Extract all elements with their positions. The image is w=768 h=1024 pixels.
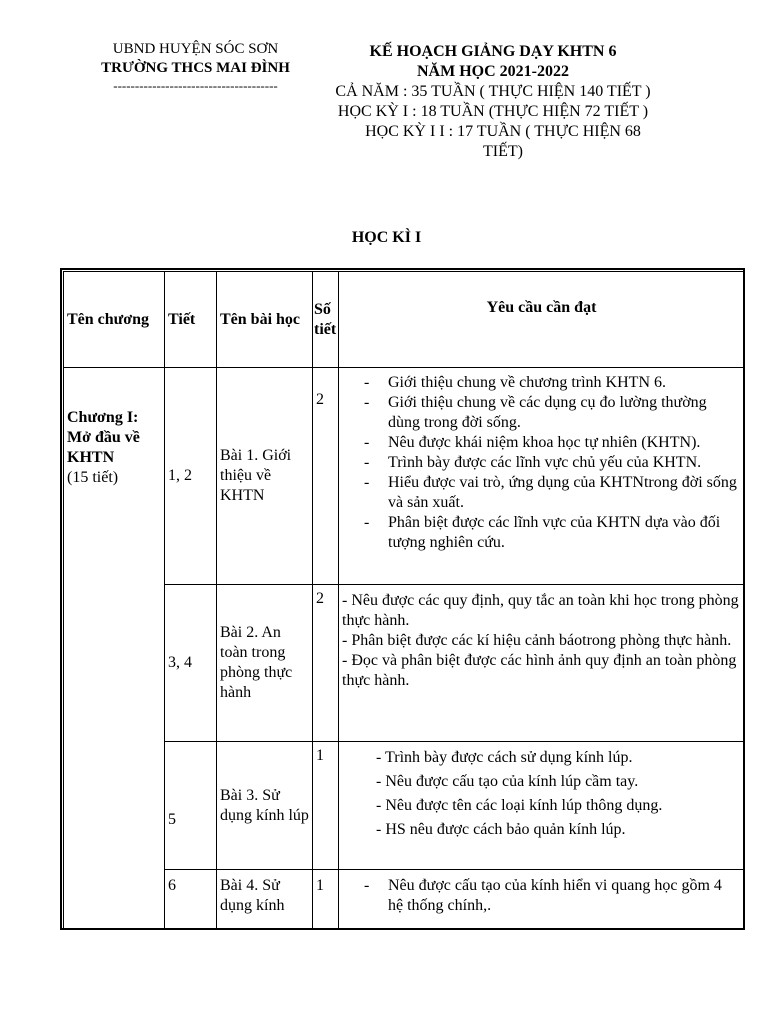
chapter-cell [64,368,165,931]
requirement-item: - Trình bày được các lĩnh vực chủ yếu của KHTN. [342,453,741,473]
requirements-cell [339,870,745,931]
chapter-name: Chương I: Mở đầu về KHTN [67,409,140,466]
header-chapter: Tên chương [64,272,165,368]
table-row [64,870,745,931]
whole-year-line: CẢ NĂM : 35 TUẦN ( THỰC HIỆN 140 TIẾT ) [335,83,651,100]
plan-table [63,271,745,930]
requirement-item: - Phân biệt được các lĩnh vực của KHTN dựa vào đối tượng nghiên cứu. [342,513,741,553]
requirements-cell [339,585,745,742]
period-cell: 1, 2 [165,368,217,585]
count-cell: 1 [313,870,339,931]
requirements-list [342,876,741,916]
count-cell: 2 [313,585,339,742]
school-year: NĂM HỌC 2021-2022 [417,63,569,80]
table-header-row [64,272,745,368]
requirement-item: - Nêu được khái niệm khoa học tự nhiên (KHTN). [342,433,741,453]
header-rule: -------------------------------------- [113,78,278,93]
header-requirements: Yêu cầu cần đạt [339,272,745,368]
count-cell: 1 [313,742,339,870]
requirements-cell [339,742,745,870]
requirement-item: - Giới thiệu chung về chương trình KHTN 6. [342,373,741,393]
lesson-cell: Bài 1. Giới thiệu về KHTN [217,368,313,585]
term-heading: HỌC KÌ I [351,229,422,246]
requirement-item: - Nêu được các quy định, quy tắc an toàn khi học trong phòng thực hành. [342,592,739,629]
requirement-item: - Nêu được cấu tạo của kính lúp cầm tay. [376,773,639,790]
header-count: Số tiết [313,272,339,368]
count-cell: 2 [313,368,339,585]
lesson-cell: Bài 2. An toàn trong phòng thực hành [217,585,313,742]
requirement-item: - Giới thiệu chung về các dụng cụ đo lường thường dùng trong đời sống. [342,393,741,433]
requirement-item: - Hiểu được vai trò, ứng dụng của KHTNtrong đời sống và sản xuất. [342,473,741,513]
school-name: TRƯỜNG THCS MAI ĐÌNH [101,60,290,76]
period-cell: 3, 4 [165,585,217,742]
plan-title: KẾ HOẠCH GIẢNG DẠY KHTN 6 [369,43,617,60]
term1-line: HỌC KỲ I : 18 TUẦN (THỰC HIỆN 72 TIẾT ) [337,103,649,120]
district-name: UBND HUYỆN SÓC SƠN [112,41,279,57]
requirement-item: - Trình bày được cách sử dụng kính lúp. [376,749,633,766]
header-period: Tiết [165,272,217,368]
table-row [64,368,745,585]
header-lesson: Tên bài học [217,272,313,368]
lesson-cell: Bài 4. Sử dụng kính [217,870,313,931]
requirements-cell [339,368,745,585]
period-cell: 6 [165,870,217,931]
plan-table-frame [60,268,745,930]
requirements-list [342,591,741,691]
requirement-item: - Đọc và phân biệt được các hình ảnh quy định an toàn phòng thực hành. [342,652,737,689]
requirement-item: - Phân biệt được các kí hiệu cảnh báotrong phòng thực hành. [342,632,732,649]
requirements-list [342,746,741,842]
term2-line: HỌC KỲ I I : 17 TUẦN ( THỰC HIỆN 68 TIẾT) [365,123,641,160]
requirement-item: - Nêu được cấu tạo của kính hiển vi quang học gồm 4 hệ thống chính,. [342,876,741,916]
requirement-item: - Nêu được tên các loại kính lúp thông dụng. [376,797,663,814]
header-right [318,42,668,162]
lesson-cell: Bài 3. Sử dụng kính lúp [217,742,313,870]
table-row [64,585,745,742]
chapter-periods: (15 tiết) [67,469,119,486]
requirement-item: - HS nêu được cách bảo quản kính lúp. [376,821,626,838]
header-left [88,40,303,94]
table-row [64,742,745,870]
requirements-list [342,373,741,553]
period-cell: 5 [165,742,217,870]
